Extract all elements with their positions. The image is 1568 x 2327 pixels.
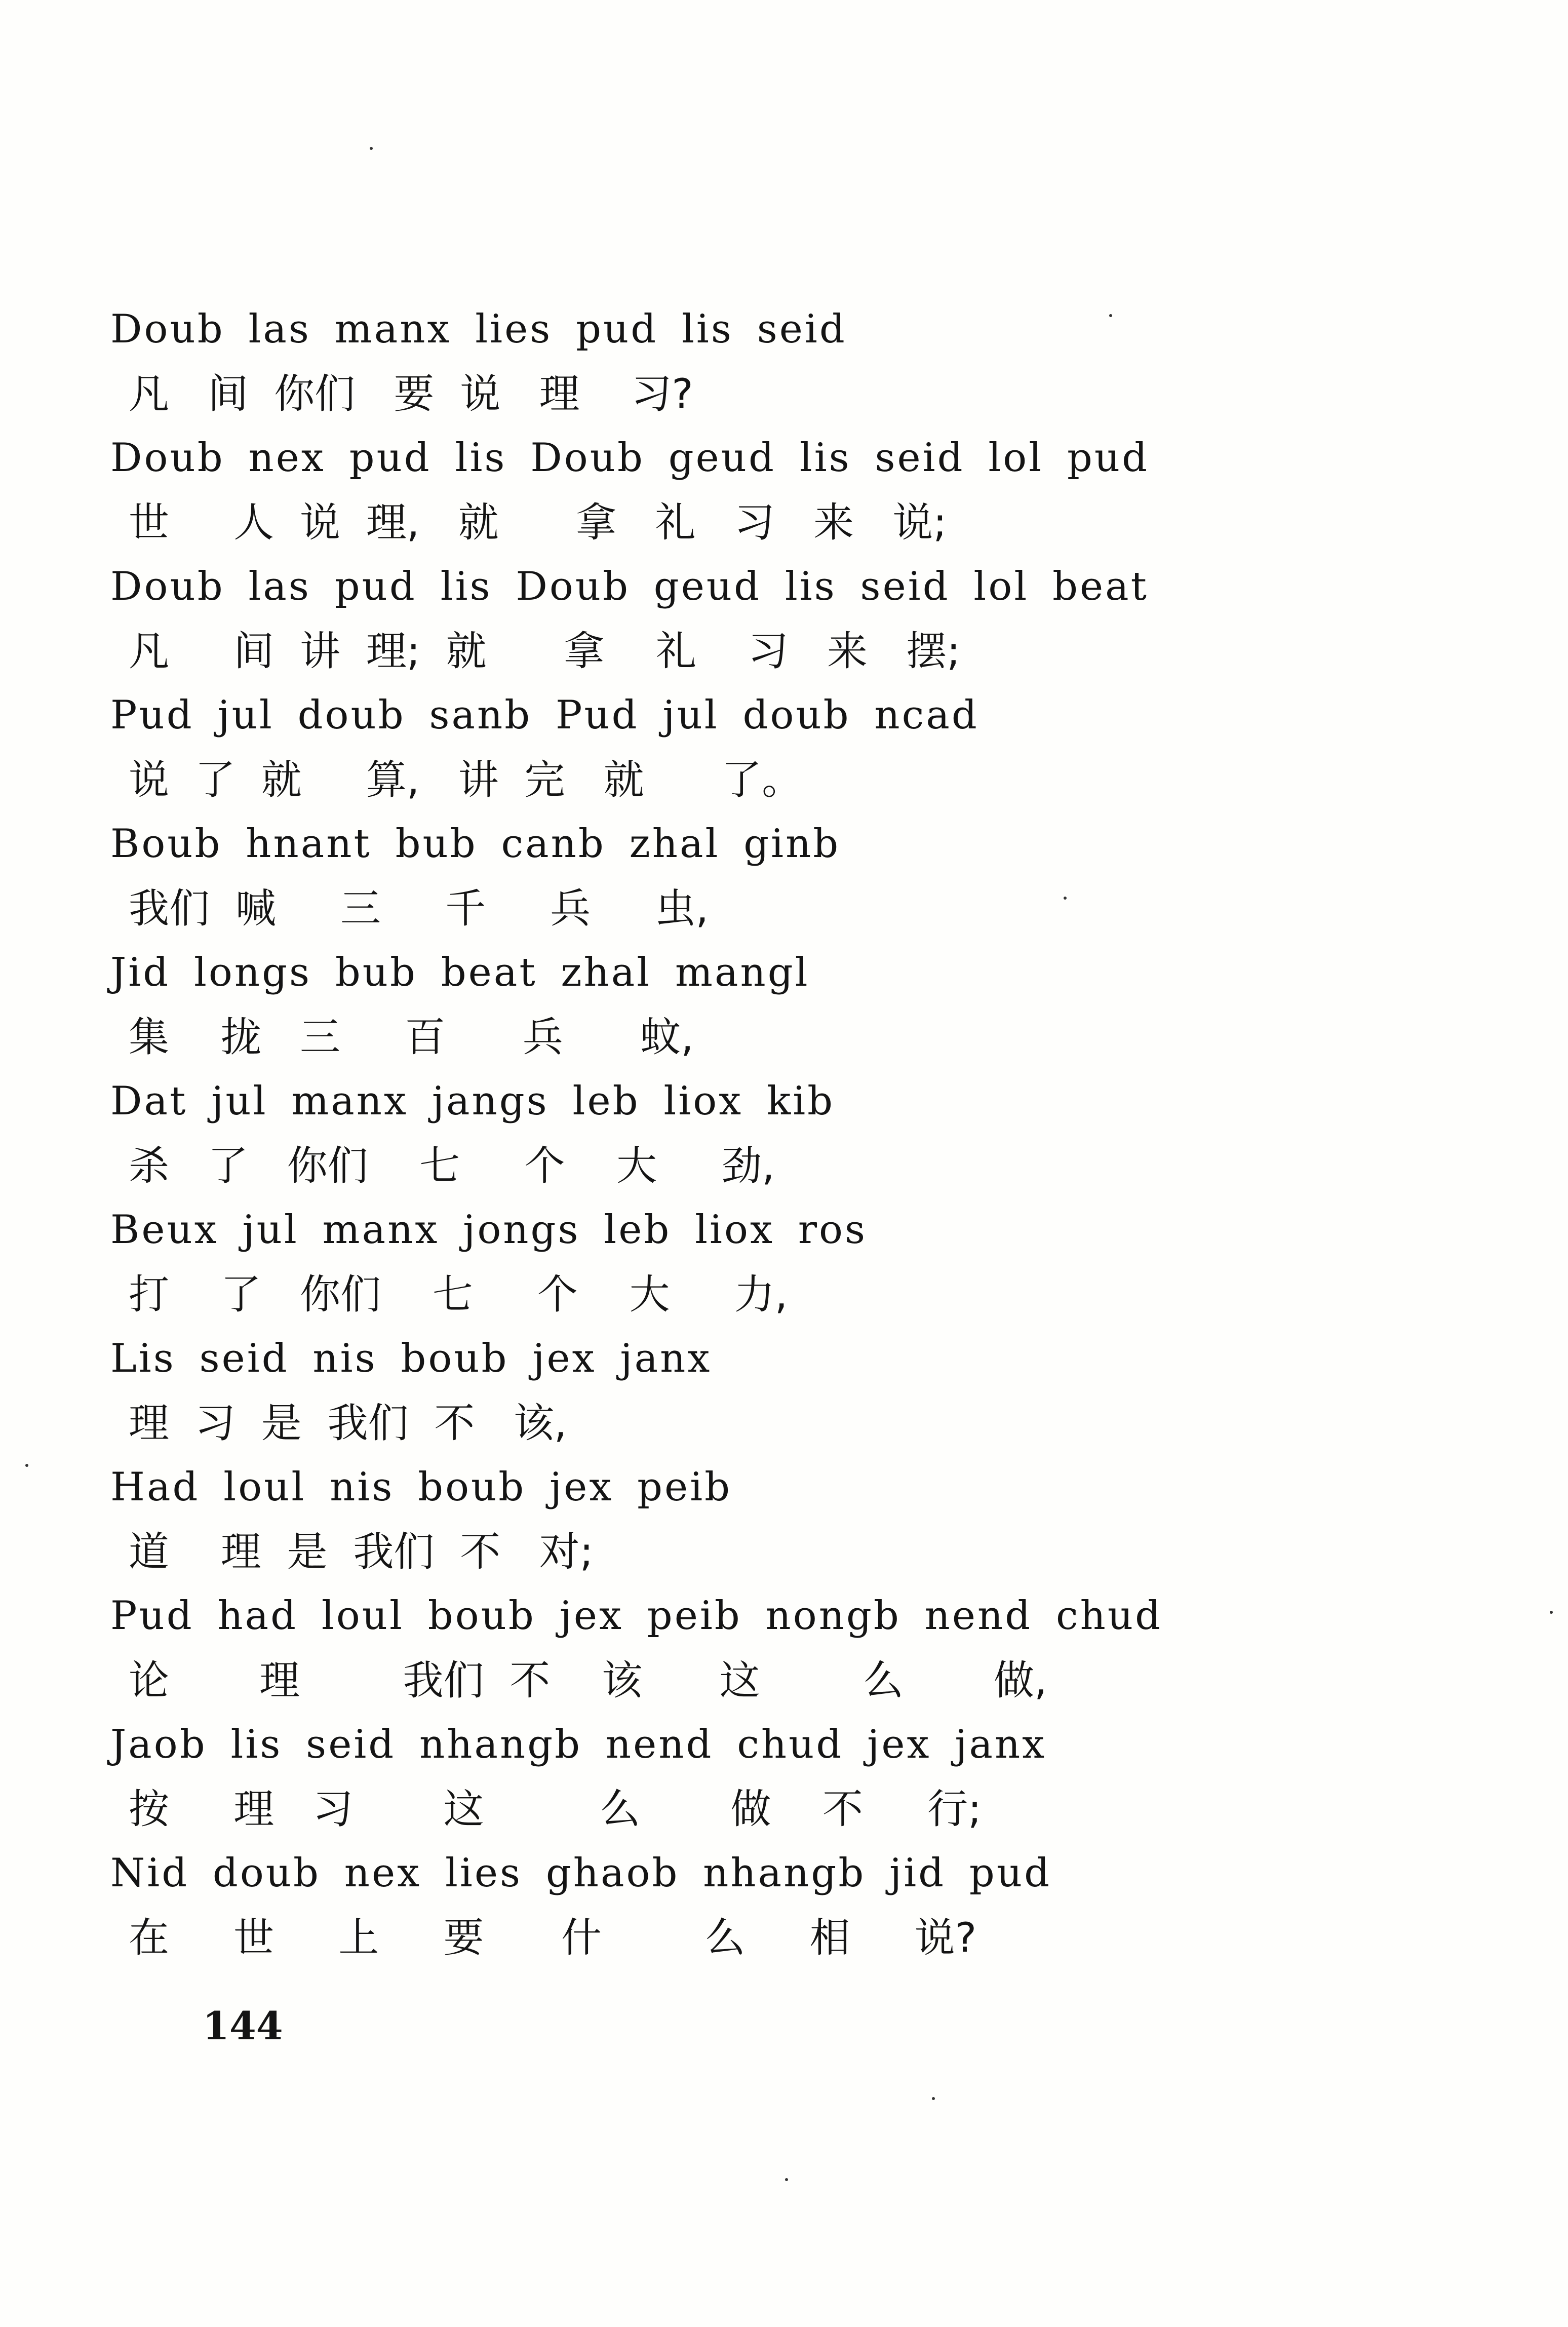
romanized-line-13: Nid doub nex lies ghaob nhangb jid pud bbox=[110, 1850, 1051, 1896]
print-speck bbox=[25, 1464, 28, 1467]
chinese-line-5: 我们 喊 三 千 兵 虫, bbox=[129, 885, 709, 932]
verse-pair-2 bbox=[110, 428, 1478, 556]
chinese-line-9: 理 习 是 我们 不 该, bbox=[129, 1400, 567, 1447]
romanized-line-8: Beux jul manx jongs leb liox ros bbox=[110, 1207, 868, 1253]
chinese-line-8: 打 了 你们 七 个 大 力, bbox=[129, 1271, 788, 1318]
chinese-line-2: 世 人 说 理, 就 拿 礼 习 来 说; bbox=[129, 499, 947, 546]
verse-pair-10 bbox=[110, 1457, 1478, 1585]
print-speck bbox=[1109, 314, 1112, 317]
romanized-line-9: Lis seid nis boub jex janx bbox=[110, 1336, 712, 1381]
print-speck bbox=[785, 2178, 788, 2181]
chinese-line-7: 杀 了 你们 七 个 大 劲, bbox=[129, 1142, 775, 1189]
chinese-line-10: 道 理 是 我们 不 对; bbox=[129, 1528, 594, 1575]
verse-pair-3 bbox=[110, 556, 1478, 685]
romanized-line-1: Doub las manx lies pud lis seid bbox=[110, 306, 847, 352]
romanized-line-10: Had loul nis boub jex peib bbox=[110, 1464, 732, 1510]
verse-pair-13 bbox=[110, 1843, 1478, 1971]
chinese-line-6: 集 拢 三 百 兵 蚊, bbox=[129, 1014, 694, 1061]
chinese-line-12: 按 理 习 这 么 做 不 行; bbox=[129, 1786, 982, 1833]
romanized-line-12: Jaob lis seid nhangb nend chud jex janx bbox=[110, 1722, 1047, 1767]
verse-pair-7 bbox=[110, 1071, 1478, 1199]
romanized-line-2: Doub nex pud lis Doub geud lis seid lol pud bbox=[110, 435, 1150, 481]
romanized-line-3: Doub las pud lis Doub geud lis seid lol beat bbox=[110, 564, 1149, 609]
romanized-line-5: Boub hnant bub canb zhal ginb bbox=[110, 821, 841, 867]
romanized-line-6: Jid longs bub beat zhal mangl bbox=[110, 950, 810, 995]
chinese-line-4: 说 了 就 算, 讲 完 就 了。 bbox=[129, 756, 803, 803]
chinese-line-3: 凡 间 讲 理; 就 拿 礼 习 来 摆; bbox=[129, 628, 961, 675]
romanized-line-11: Pud had loul boub jex peib nongb nend chud bbox=[110, 1593, 1163, 1639]
romanized-line-4: Pud jul doub sanb Pud jul doub ncad bbox=[110, 692, 979, 738]
page-number: 144 bbox=[203, 2003, 283, 2048]
verse-pair-5 bbox=[110, 813, 1478, 942]
print-speck bbox=[1550, 1611, 1553, 1614]
print-speck bbox=[370, 147, 373, 150]
verse-pair-12 bbox=[110, 1714, 1478, 1843]
chinese-line-1: 凡 间 你们 要 说 理 习? bbox=[129, 370, 693, 417]
print-speck bbox=[1064, 897, 1067, 900]
print-speck bbox=[932, 2097, 935, 2100]
verse-pair-9 bbox=[110, 1328, 1478, 1457]
chinese-line-11: 论 理 我们 不 该 这 么 做, bbox=[129, 1657, 1047, 1704]
verse-pair-4 bbox=[110, 685, 1478, 813]
verse-pair-11 bbox=[110, 1585, 1478, 1714]
chinese-line-13: 在 世 上 要 什 么 相 说? bbox=[129, 1914, 977, 1961]
verse-pair-6 bbox=[110, 942, 1478, 1071]
verse-pair-8 bbox=[110, 1199, 1478, 1328]
verse-pair-1 bbox=[110, 299, 1478, 428]
verse-block bbox=[110, 299, 1478, 1971]
romanized-line-7: Dat jul manx jangs leb liox kib bbox=[110, 1078, 835, 1124]
